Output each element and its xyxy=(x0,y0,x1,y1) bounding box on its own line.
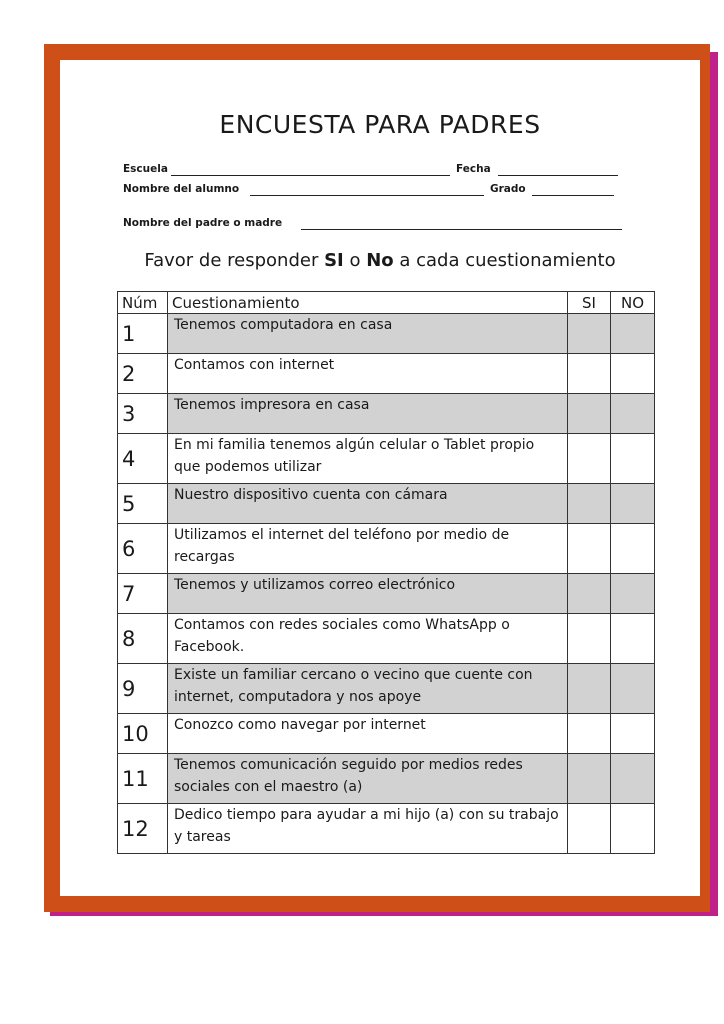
nombre-padre-label: Nombre del padre o madre xyxy=(123,217,283,229)
table-row xyxy=(118,484,655,524)
row-question: Tenemos y utilizamos correo electrónico xyxy=(168,574,568,614)
row-number: 6 xyxy=(118,524,168,574)
table-row xyxy=(118,524,655,574)
page-title: ENCUESTA PARA PADRES xyxy=(219,110,541,139)
si-checkbox[interactable] xyxy=(568,574,611,614)
no-checkbox[interactable] xyxy=(611,314,655,354)
row-number: 7 xyxy=(118,574,168,614)
table-row xyxy=(118,354,655,394)
no-checkbox[interactable] xyxy=(611,614,655,664)
table-row xyxy=(118,574,655,614)
header-no: NO xyxy=(611,292,655,314)
row-number: 8 xyxy=(118,614,168,664)
row-question: Utilizamos el internet del teléfono por medio de recargas xyxy=(168,524,568,574)
header-num: Núm xyxy=(118,292,168,314)
instructions: Favor de responder SI o No a cada cuestionamiento xyxy=(144,250,616,271)
grado-field[interactable] xyxy=(532,195,614,196)
si-checkbox[interactable] xyxy=(568,754,611,804)
table-header-row xyxy=(118,292,655,314)
table-row xyxy=(118,614,655,664)
si-checkbox[interactable] xyxy=(568,614,611,664)
row-number: 10 xyxy=(118,714,168,754)
nombre-padre-field[interactable] xyxy=(301,229,622,230)
no-checkbox[interactable] xyxy=(611,754,655,804)
si-checkbox[interactable] xyxy=(568,714,611,754)
row-number: 4 xyxy=(118,434,168,484)
survey-page xyxy=(60,60,700,896)
row-number: 1 xyxy=(118,314,168,354)
row-question: Nuestro dispositivo cuenta con cámara xyxy=(168,484,568,524)
grado-label: Grado xyxy=(490,183,526,195)
nombre-alumno-label: Nombre del alumno xyxy=(123,183,240,195)
row-number: 5 xyxy=(118,484,168,524)
si-checkbox[interactable] xyxy=(568,354,611,394)
no-checkbox[interactable] xyxy=(611,574,655,614)
fecha-label: Fecha xyxy=(456,163,491,175)
si-checkbox[interactable] xyxy=(568,664,611,714)
row-question: Tenemos comunicación seguido por medios redes sociales con el maestro (a) xyxy=(168,754,568,804)
row-number: 9 xyxy=(118,664,168,714)
header-question: Cuestionamiento xyxy=(168,292,568,314)
no-checkbox[interactable] xyxy=(611,524,655,574)
si-checkbox[interactable] xyxy=(568,394,611,434)
fecha-field[interactable] xyxy=(498,175,618,176)
row-number: 12 xyxy=(118,804,168,854)
survey-table xyxy=(117,291,655,854)
si-checkbox[interactable] xyxy=(568,524,611,574)
table-row xyxy=(118,314,655,354)
table-row xyxy=(118,394,655,434)
row-number: 3 xyxy=(118,394,168,434)
escuela-field[interactable] xyxy=(171,175,450,176)
si-checkbox[interactable] xyxy=(568,484,611,524)
table-row xyxy=(118,804,655,854)
nombre-alumno-field[interactable] xyxy=(250,195,484,196)
row-number: 11 xyxy=(118,754,168,804)
no-checkbox[interactable] xyxy=(611,804,655,854)
row-question: Existe un familiar cercano o vecino que cuente con internet, computadora y nos apoye xyxy=(168,664,568,714)
table-row xyxy=(118,714,655,754)
header-si: SI xyxy=(568,292,611,314)
row-question: Dedico tiempo para ayudar a mi hijo (a) con su trabajo y tareas xyxy=(168,804,568,854)
escuela-label: Escuela xyxy=(123,163,168,175)
table-row xyxy=(118,664,655,714)
no-checkbox[interactable] xyxy=(611,394,655,434)
si-checkbox[interactable] xyxy=(568,434,611,484)
no-checkbox[interactable] xyxy=(611,484,655,524)
row-question: Tenemos impresora en casa xyxy=(168,394,568,434)
si-checkbox[interactable] xyxy=(568,314,611,354)
table-row xyxy=(118,754,655,804)
row-question: Tenemos computadora en casa xyxy=(168,314,568,354)
no-checkbox[interactable] xyxy=(611,434,655,484)
no-checkbox[interactable] xyxy=(611,714,655,754)
table-row xyxy=(118,434,655,484)
si-checkbox[interactable] xyxy=(568,804,611,854)
row-question: En mi familia tenemos algún celular o Tablet propio que podemos utilizar xyxy=(168,434,568,484)
row-question: Contamos con internet xyxy=(168,354,568,394)
row-question: Conozco como navegar por internet xyxy=(168,714,568,754)
no-checkbox[interactable] xyxy=(611,354,655,394)
row-number: 2 xyxy=(118,354,168,394)
row-question: Contamos con redes sociales como WhatsApp o Facebook. xyxy=(168,614,568,664)
no-checkbox[interactable] xyxy=(611,664,655,714)
